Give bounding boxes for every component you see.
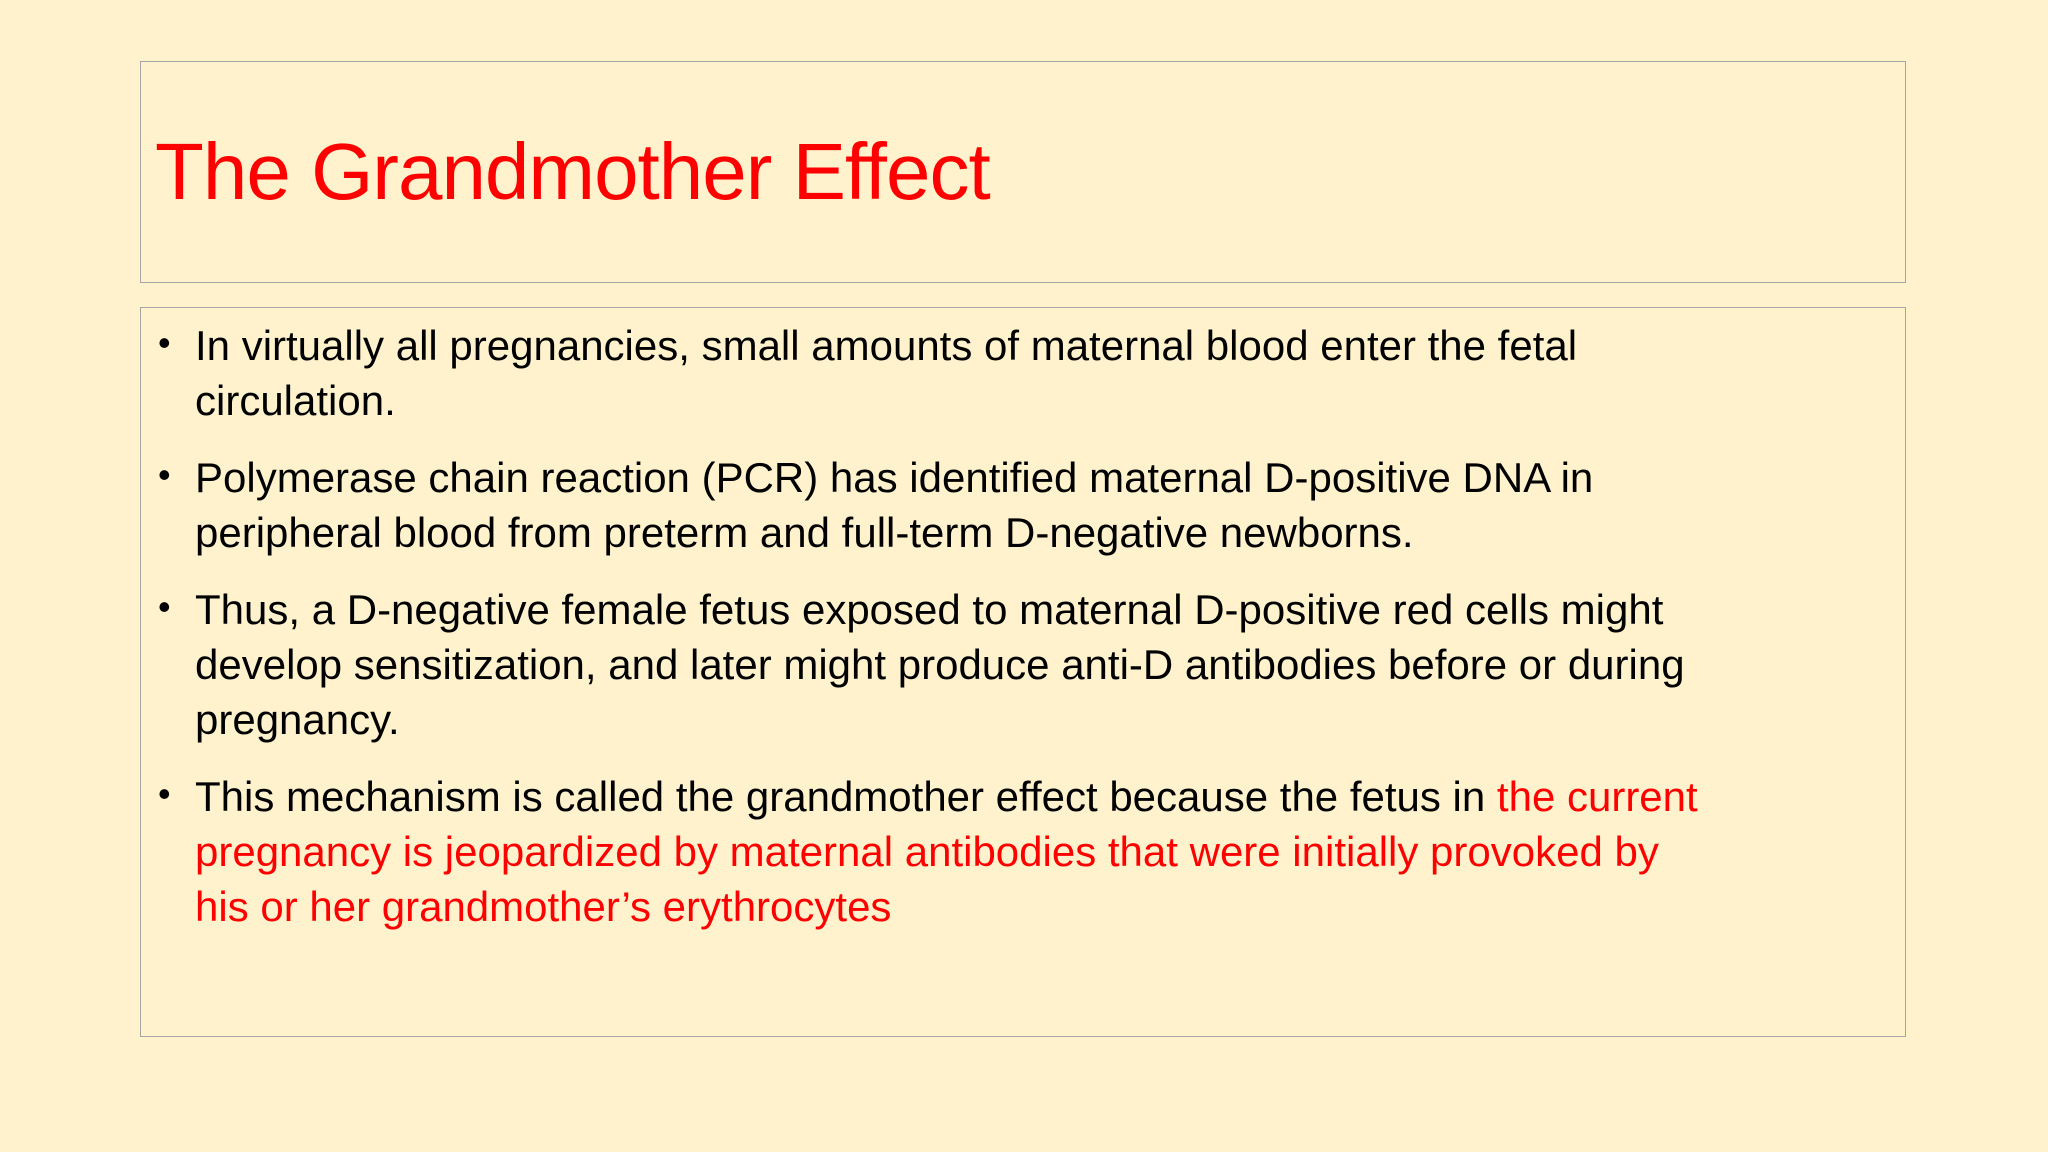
bullet-icon: • xyxy=(158,773,171,814)
title-placeholder xyxy=(140,61,1906,283)
bullet-text-emphasis: the current xyxy=(1496,773,1698,820)
bullet-text-line: pregnancy. xyxy=(195,696,400,743)
bullet-text-emphasis: pregnancy is jeopardized by maternal antibodies that were initially provoked by xyxy=(195,828,1659,875)
bullet-text-line: Polymerase chain reaction (PCR) has identified maternal D-positive DNA in xyxy=(195,454,1594,501)
bullet-text-line: Thus, a D-negative female fetus exposed to maternal D-positive red cells might xyxy=(195,586,1664,633)
bullet-item xyxy=(155,450,1885,560)
bullet-item xyxy=(155,582,1885,747)
bullet-icon: • xyxy=(158,322,171,363)
bullet-item xyxy=(155,769,1885,934)
bullet-icon: • xyxy=(158,454,171,495)
content-placeholder xyxy=(140,307,1906,1037)
bullet-list xyxy=(155,318,1885,956)
bullet-text-plain: This mechanism is called the grandmother effect because the fetus in xyxy=(195,773,1497,820)
bullet-text-line xyxy=(195,769,1885,824)
bullet-item xyxy=(155,318,1885,428)
slide-title: The Grandmother Effect xyxy=(155,127,990,216)
bullet-text-line: develop sensitization, and later might produce anti-D antibodies before or during xyxy=(195,641,1685,688)
bullet-text-line: circulation. xyxy=(195,377,396,424)
bullet-icon: • xyxy=(158,586,171,627)
bullet-text-emphasis: his or her grandmother’s erythrocytes xyxy=(195,883,892,930)
bullet-text-line: In virtually all pregnancies, small amounts of maternal blood enter the fetal xyxy=(195,322,1578,369)
bullet-text-line: peripheral blood from preterm and full-term D-negative newborns. xyxy=(195,509,1414,556)
